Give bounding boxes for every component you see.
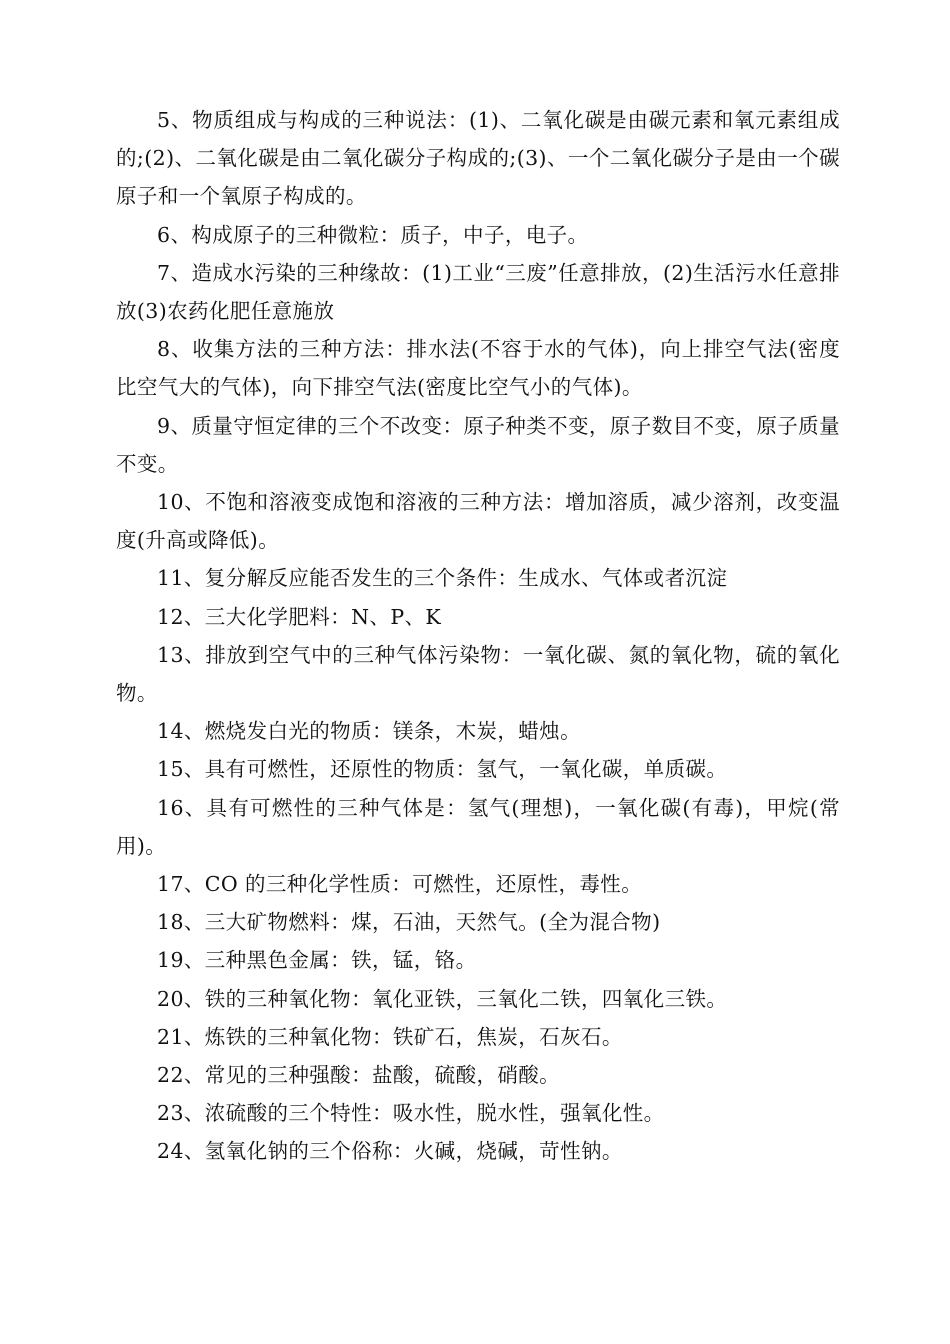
list-item-15: 15、具有可燃性，还原性的物质：氢气，一氧化碳，单质碳。 <box>157 757 728 782</box>
list-item-20: 20、铁的三种氧化物：氧化亚铁，三氧化二铁，四氧化三铁。 <box>157 986 728 1011</box>
list-item-14: 14、燃烧发白光的物质：镁条，木炭，蜡烛。 <box>157 719 581 744</box>
list-item-11: 11、复分解反应能否发生的三个条件：生成水、气体或者沉淀 <box>157 566 728 591</box>
list-item-8: 8、收集方法的三种方法：排水法(不容于水的气体)，向上排空气法(密度比空气大的气体)，向下排空气法(密度比空气小的气体)。 <box>116 337 840 400</box>
list-item-5: 5、物质组成与构成的三种说法：(1)、二氧化碳是由碳元素和氧元素组成的;(2)、二氧化碳是由二氧化碳分子构成的;(3)、一个二氧化碳分子是由一个碳原子和一个氧原子构成的。 <box>116 108 840 209</box>
list-item-16: 16、具有可燃性的三种气体是：氢气(理想)，一氧化碳(有毒)，甲烷(常用)。 <box>116 795 840 858</box>
list-item-24: 24、氢氧化钠的三个俗称：火碱，烧碱，苛性钠。 <box>157 1139 623 1164</box>
list-item-9: 9、质量守恒定律的三个不改变：原子种类不变，原子数目不变，原子质量不变。 <box>116 413 840 476</box>
list-item-21: 21、炼铁的三种氧化物：铁矿石，焦炭，石灰石。 <box>157 1024 623 1049</box>
list-item-10: 10、不饱和溶液变成饱和溶液的三种方法：增加溶质，减少溶剂，改变温度(升高或降低)。 <box>116 490 840 553</box>
list-item-22: 22、常见的三种强酸：盐酸，硫酸，硝酸。 <box>157 1063 561 1088</box>
document-body <box>116 101 840 1171</box>
list-item-12: 12、三大化学肥料：N、P、K <box>157 604 442 629</box>
list-item-6: 6、构成原子的三种微粒：质子，中子，电子。 <box>157 222 589 247</box>
list-item-19: 19、三种黑色金属：铁，锰，铬。 <box>157 948 477 973</box>
list-item-17: 17、CO 的三种化学性质：可燃性，还原性，毒性。 <box>157 872 643 897</box>
list-item-23: 23、浓硫酸的三个特性：吸水性，脱水性，强氧化性。 <box>157 1101 665 1126</box>
list-item-13: 13、排放到空气中的三种气体污染物：一氧化碳、氮的氧化物，硫的氧化物。 <box>116 642 840 706</box>
list-item-7: 7、造成水污染的三种缘故：(1)工业“三废”任意排放，(2)生活污水任意排放(3)农药化肥任意施放 <box>116 260 840 324</box>
list-item-18: 18、三大矿物燃料：煤，石油，天然气。(全为混合物) <box>157 910 661 935</box>
